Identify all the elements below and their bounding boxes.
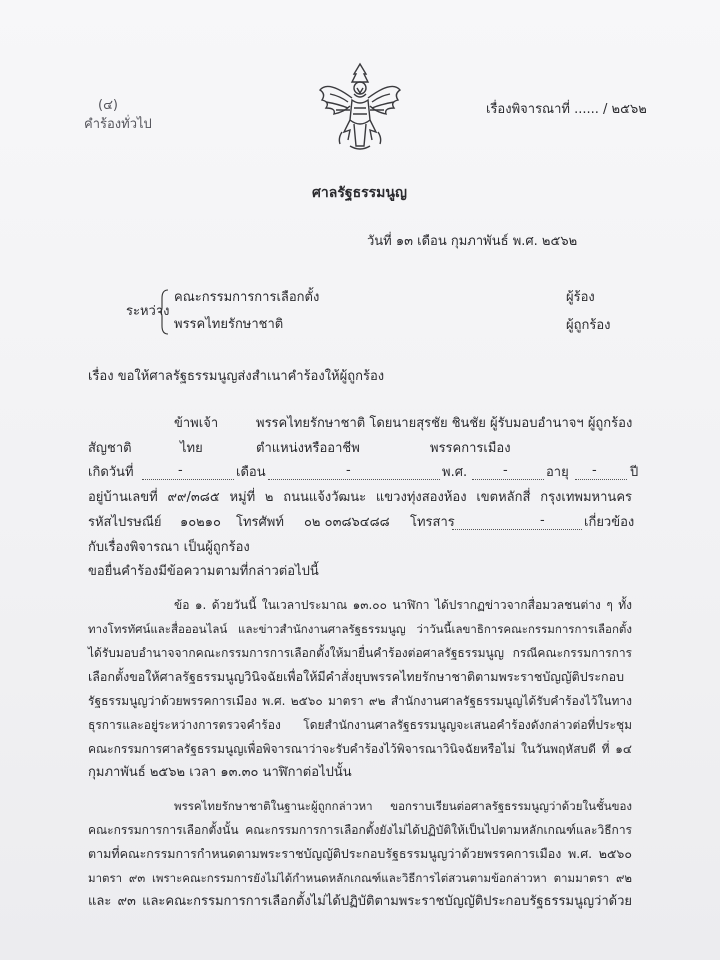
- paragraph-2-line: ตามที่คณะกรรมการกำหนดตามพระราชบัญญัติประกอบรัฐธรรมนูญว่าด้วยพรรคการเมือง พ.ศ. ๒๕๖๐: [88, 846, 632, 861]
- applicant-i: ข้าพเจ้า: [174, 416, 219, 431]
- position-value: พรรคการเมือง: [430, 441, 511, 456]
- age-dots: [575, 479, 627, 480]
- birth-day-dash: -: [178, 463, 183, 478]
- related-label: เกี่ยวข้อง: [584, 515, 635, 530]
- paragraph-1-line: ทางโทรทัศน์และสื่อออนไลน์ และข่าวสำนักงานศาลรัฐธรรมนูญ ว่าวันนี้เลขาธิการคณะกรรมการการเลือกตั้ง: [88, 622, 632, 636]
- document-date: วันที่ ๑๓ เดือน กุมภาพันธ์ พ.ศ. ๒๕๖๒: [367, 234, 578, 249]
- nationality-value: ไทย: [180, 441, 203, 456]
- applicant-name: พรรคไทยรักษาชาติ โดยนายสุรชัย ชินชัย ผู้รับมอบอำนาจฯ ผู้ถูกร้อง: [256, 416, 633, 431]
- between-label: ระหว่าง: [126, 304, 170, 319]
- petitioner-name: คณะกรรมการการเลือกตั้ง: [174, 290, 320, 305]
- petitioner-role: ผู้ร้อง: [566, 290, 595, 305]
- birth-label: เกิดวันที่: [88, 465, 134, 480]
- respondent-role: ผู้ถูกร้อง: [566, 318, 611, 333]
- years-label: ปี: [630, 465, 639, 480]
- paragraph-1-line: ธุรการและอยู่ระหว่างการตรวจคำร้อง โดยสำนักงานศาลรัฐธรรมนูญจะเสนอคำร้องดังกล่าวต่อที่ประชุม: [88, 718, 632, 732]
- year-label: พ.ศ.: [442, 465, 468, 480]
- form-type: คำร้องทั่วไป: [84, 117, 152, 132]
- party-brace: [156, 288, 170, 336]
- paragraph-2-line: คณะกรรมการการเลือกตั้งนั้น คณะกรรมการการเลือกตั้งยังไม่ได้ปฏิบัติให้เป็นไปตามหลักเกณฑ์และวิธีการ: [88, 823, 632, 837]
- phone-value: ๐๒ ๐๓๘๖๔๘๘: [304, 515, 390, 530]
- paragraph-1-line: เลือกตั้งขอให้ศาลรัฐธรรมนูญวินิจฉัยเพื่อให้มีคำสั่งยุบพรรคไทยรักษาชาติตามพระราชบัญญัติประกอบ: [88, 669, 625, 684]
- request-intro: ขอยื่นคำร้องมีข้อความตามที่กล่าวต่อไปนี้: [88, 564, 319, 579]
- subject-line: เรื่อง ขอให้ศาลรัฐธรรมนูญส่งสำเนาคำร้องให้ผู้ถูกร้อง: [88, 369, 385, 384]
- fax-label: โทรสาร: [410, 515, 455, 530]
- paragraph-2-line: พรรคไทยรักษาชาติในฐานะผู้ถูกกล่าวหา ขอกราบเรียนต่อศาลรัฐธรรมนูญว่าด้วยในชั้นของ: [174, 799, 632, 813]
- age-label: อายุ: [546, 465, 569, 480]
- phone-label: โทรศัพท์: [236, 515, 284, 530]
- month-dash: -: [346, 463, 351, 478]
- paragraph-1-line: ได้รับมอบอำนาจจากคณะกรรมการการเลือกตั้งให้มายื่นคำร้องต่อศาลรัฐธรรมนูญ กรณีคณะกรรมการการ: [88, 646, 632, 660]
- case-number: เรื่องพิจารณาที่ ...... / ๒๕๖๒: [486, 102, 647, 117]
- fax-dash: -: [540, 513, 545, 528]
- month-dots: [268, 479, 440, 480]
- form-number: (๔): [98, 98, 118, 113]
- paragraph-2-line: มาตรา ๙๓ เพราะคณะกรรมการยังไม่ได้กำหนดหลักเกณฑ์และวิธีการไต่สวนตามข้อกล่าวหา ตามมาตรา ๙๒: [88, 871, 632, 885]
- paragraph-1-line: กุมภาพันธ์ ๒๕๖๒ เวลา ๑๓.๓๐ นาฬิกาต่อไปนั้น: [88, 765, 352, 780]
- paragraph-1-line: ข้อ ๑. ด้วยวันนี้ ในเวลาประมาณ ๑๓.๐๐ นาฬิกา ได้ปรากฏข่าวจากสื่อมวลชนต่าง ๆ ทั้ง: [174, 598, 632, 612]
- postcode-label: รหัสไปรษณีย์: [88, 515, 162, 530]
- year-dots: [472, 479, 544, 480]
- address-line: อยู่บ้านเลขที่ ๙๙/๓๘๕ หมู่ที่ ๒ ถนนแจ้งวัฒนะ แขวงทุ่งสองห้อง เขตหลักสี่ กรุงเทพมหานคร: [88, 490, 632, 505]
- fax-dots: [452, 529, 582, 530]
- court-name: ศาลรัฐธรรมนูญ: [312, 185, 407, 201]
- month-label: เดือน: [236, 465, 266, 480]
- paragraph-2-line: และ ๙๓ และคณะกรรมการการเลือกตั้งไม่ได้ปฏิบัติตามพระราชบัญญัติประกอบรัฐธรรมนูญว่าด้วย: [88, 894, 632, 909]
- postcode-value: ๑๐๒๑๐: [180, 515, 221, 530]
- birth-day-dots: [142, 479, 234, 480]
- relation-line: กับเรื่องพิจารณา เป็นผู้ถูกร้อง: [88, 540, 250, 555]
- position-label: ตำแหน่งหรืออาชีพ: [256, 441, 360, 456]
- garuda-emblem-icon: [310, 60, 410, 156]
- nationality-label: สัญชาติ: [88, 441, 132, 456]
- paragraph-1-line: คณะกรรมการศาลรัฐธรรมนูญเพื่อพิจารณาว่าจะรับคำร้องไว้พิจารณาวินิจฉัยหรือไม่ ในวันพฤหัสบดี ที่ ๑๔: [88, 742, 632, 756]
- paragraph-1-line: รัฐธรรมนูญว่าด้วยพรรคการเมือง พ.ศ. ๒๕๖๐ มาตรา ๙๒ สำนักงานศาลรัฐธรรมนูญได้รับคำร้องไว้ในทาง: [88, 694, 632, 708]
- respondent-name: พรรคไทยรักษาชาติ: [174, 317, 284, 332]
- year-dash: -: [503, 463, 508, 478]
- age-dash: -: [592, 463, 597, 478]
